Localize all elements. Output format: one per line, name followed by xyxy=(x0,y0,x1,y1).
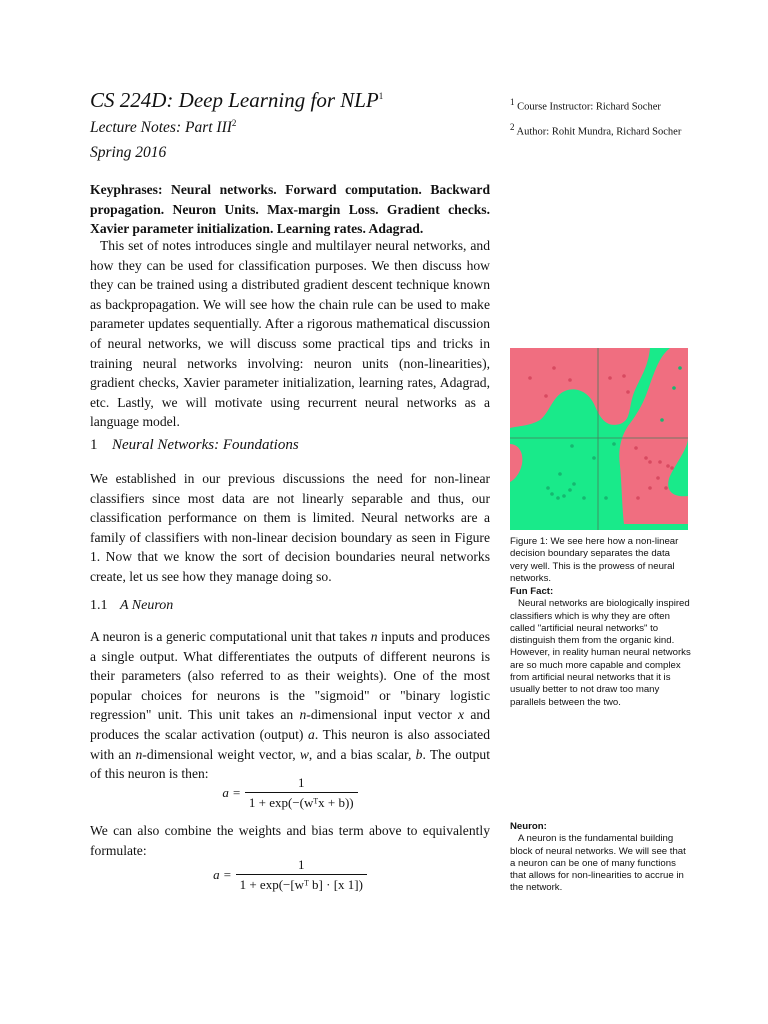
margin-footnote: $^1$ Course Instructor: Richard Socher xyxy=(510,97,661,113)
sidenote-body: A neuron is the fundamental building block of neural networks. We will see that a neuron can be one of many functions that allows for non-linearities to accrue in the network. xyxy=(510,833,686,894)
equation-sigmoid: a = $\frac{1}{\text{1 + exp(−(wᵀx + b))}}$ xyxy=(90,775,490,811)
sidenote-fun-fact xyxy=(510,586,692,709)
margin-footnote: $^2$ Author: Rohit Mundra, Richard Socher xyxy=(510,122,682,138)
sidenote-heading: Neuron: xyxy=(510,821,547,832)
figure-decision-boundary xyxy=(510,348,688,530)
sidenote-heading: Fun Fact: xyxy=(510,586,554,597)
subsection-paragraph: A neuron is a generic computational unit that takes n inputs and produces a single output. What differentiates the outputs of different neurons is their parameters (also referred to as their weights). One of the most popular choices for neurons is the "sigmoid" or "binary logistic regression" unit. This unit takes an n-dimensional input vector x and produces the scalar activation (output) a. This neuron is also associated with an n-dimensional weight vector, w, and a bias scalar, b. The output of this neuron is then: xyxy=(90,629,491,782)
footnote-marker: 2 xyxy=(231,118,237,128)
subsection-heading: 1.1 A Neuron xyxy=(90,598,174,613)
sidenote-body: Neural networks are biologically inspired classifiers which is why they are often called "artificial neural networks" to distinguish them from the organic kind. However, in reality human neural networks are so much more capable and complex from artificial neural networks that it is usually better to not draw too many parallels between the two. xyxy=(510,598,691,708)
keyphrases: Keyphrases: Neural networks. Forward computation. Backward propagation. Neuron Units. Max-margin Loss. Gradient checks. Xavier parameter initialization. Learning rates. Adagrad. xyxy=(90,182,490,237)
equation-sigmoid-combined: a = $\frac{1}{\text{1 + exp(−[wᵀ b] · [x 1])}}$ xyxy=(90,857,490,893)
intro-paragraph: This set of notes introduces single and multilayer neural networks, and how they can be used for classification purposes. We then discuss how they can be trained using a distributed gradient descent technique known as backpropagation. We will see how the chain rule can be used to make parameter updates sequentially. After a rigorous mathematical discussion of neural networks, we will discuss some practical tips and tricks in training neural networks involving: neuron units (non-linearities), gradient checks, Xavier parameter initialization, learning rates, Adagrad, etc. Lastly, we will motivate using recurrent neural networks as a language model. xyxy=(90,238,490,430)
sidenote-neuron xyxy=(510,821,692,895)
document-term: Spring 2016 xyxy=(90,144,167,161)
document-title: CS 224D: Deep Learning for NLP$^1$ xyxy=(90,88,384,112)
figure-caption: Figure 1: We see here how a non-linear decision boundary separates the data very well. This is the prowess of neural networks. xyxy=(510,536,679,584)
footnote-marker: 1 xyxy=(378,91,384,101)
subsection-paragraph: We can also combine the weights and bias term above to equivalently formulate: xyxy=(90,823,490,858)
document-subtitle: Lecture Notes: Part III$^2$ xyxy=(90,118,237,137)
section-heading: 1 Neural Networks: Foundations xyxy=(90,437,299,453)
section-paragraph: We established in our previous discussions the need for non-linear classifiers since most data are not linearly separable and thus, our classification performance on them is limited. Neural networks are a family of classifiers with non-linear decision boundary as seen in Figure 1. Now that we know the sort of decision boundaries neural networks create, let us see how they manage doing so. xyxy=(90,471,490,584)
